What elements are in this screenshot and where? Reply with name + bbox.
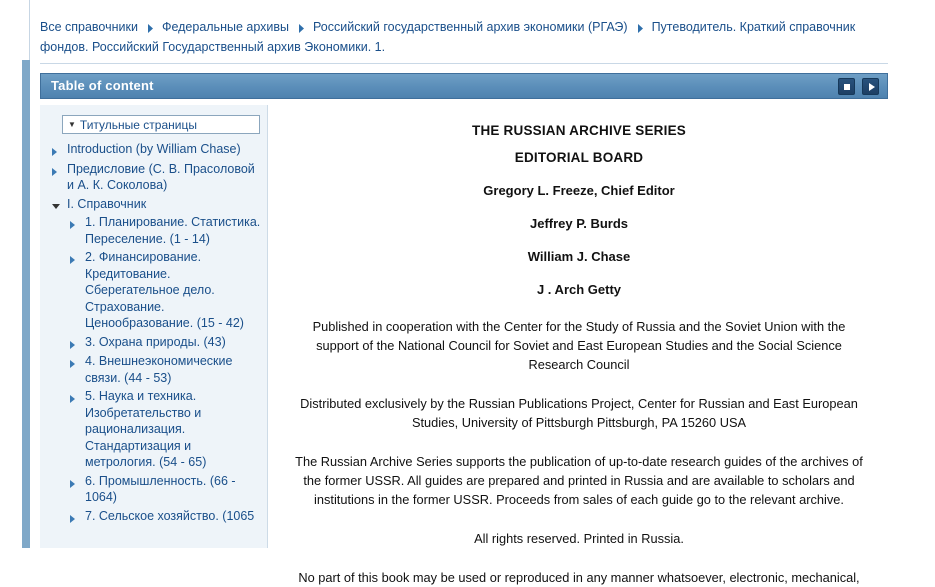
series-title: THE RUSSIAN ARCHIVE SERIES xyxy=(472,123,686,138)
sidebar-item-label: 4. Внешнеэкономические связи. (44 - 53) xyxy=(85,354,233,385)
paragraph-distribution: Distributed exclusively by the Russian Publications Project, Center for Russian and East European Studies, University of Pittsburgh Pittsburgh, PA 15260 USA xyxy=(300,396,858,430)
play-triangle-icon xyxy=(869,83,875,91)
chevron-right-icon xyxy=(70,391,80,406)
toc-sidebar[interactable] xyxy=(40,105,268,548)
chevron-right-icon xyxy=(145,19,155,38)
toc-select-title-pages[interactable] xyxy=(62,115,260,134)
chevron-right-icon xyxy=(70,511,80,526)
editor-chief: Gregory L. Freeze, Chief Editor xyxy=(483,183,675,198)
sidebar-item-label: Предисловие (С. В. Прасоловой и А. К. Соколова) xyxy=(67,161,255,192)
stop-button[interactable] xyxy=(838,78,855,95)
paragraph-cooperation: Published in cooperation with the Center for the Study of Russia and the Soviet Union with the support of the National Council for Soviet and East European Studies and the Social Science Research Council xyxy=(312,319,846,372)
sidebar-item-label: Introduction (by William Chase) xyxy=(67,142,241,156)
chevron-down-icon xyxy=(52,199,62,212)
table-of-content-header xyxy=(40,73,888,99)
chevron-right-icon xyxy=(70,217,80,232)
sidebar-item-label: 3. Охрана природы. (43) xyxy=(85,334,226,349)
document-content xyxy=(270,105,888,585)
left-rail-accent xyxy=(22,60,30,548)
paragraph-series-support: The Russian Archive Series supports the publication of up-to-date research guides of the archives of the former USSR. All guides are prepared and printed in Russia and are available to scholars and institutions in the former USSR. Proceeds from sales of each guide go to the relevant archive. xyxy=(295,454,863,507)
sidebar-item-label: 5. Наука и техника. Изобретательство и рационализация. Стандартизация и метрология. (54 - 65) xyxy=(85,389,207,469)
editor-3: J . Arch Getty xyxy=(536,282,622,297)
sidebar-item-section-2[interactable] xyxy=(40,248,267,333)
sidebar-item-introduction[interactable] xyxy=(40,140,267,160)
chevron-down-icon: ▼ xyxy=(68,119,76,129)
sidebar-item-label: I. Справочник xyxy=(67,196,147,211)
chevron-right-icon xyxy=(70,337,80,352)
breadcrumb xyxy=(40,18,888,64)
editor-2: William J. Chase xyxy=(527,249,631,264)
breadcrumb-item-1[interactable]: Федеральные архивы xyxy=(161,20,290,34)
toc-list xyxy=(40,140,267,526)
sidebar-item-label: 1. Планирование. Статистика. Переселение. (1 - 14) xyxy=(85,215,261,246)
chevron-right-icon xyxy=(70,476,80,491)
chevron-right-icon xyxy=(52,164,62,179)
sidebar-item-label: 2. Финансирование. Кредитование. Сберегательное дело. Страхование. Ценообразование. (15 - 42) xyxy=(85,250,244,330)
editor-1: Jeffrey P. Burds xyxy=(529,216,629,231)
paragraph-rights: All rights reserved. Printed in Russia. xyxy=(474,531,684,546)
chevron-right-icon xyxy=(52,144,62,159)
sidebar-item-label: 6. Промышленность. (66 - 1064) xyxy=(85,473,236,504)
sidebar-item-section-7[interactable] xyxy=(40,507,267,527)
sidebar-item-section-6[interactable] xyxy=(40,472,267,507)
breadcrumb-item-3[interactable]: Путеводитель. Краткий справочник фондов. Российский Государственный архив Экономики. 1. xyxy=(40,20,856,54)
chevron-right-icon xyxy=(297,19,307,38)
sidebar-item-section-5[interactable] xyxy=(40,387,267,472)
breadcrumb-item-0[interactable]: Все справочники xyxy=(40,20,138,34)
breadcrumb-item-2[interactable]: Российский государственный архив экономики (РГАЭ) xyxy=(312,20,628,34)
toc-title: Table of content xyxy=(51,78,154,93)
next-button[interactable] xyxy=(862,78,879,95)
stop-square-icon xyxy=(844,84,850,90)
sidebar-item-section-1[interactable] xyxy=(40,213,267,248)
chevron-right-icon xyxy=(70,356,80,371)
sidebar-item-label: 7. Сельское хозяйство. (1065 xyxy=(85,508,255,523)
sidebar-item-section-4[interactable] xyxy=(40,352,267,387)
editorial-board-title: EDITORIAL BOARD xyxy=(514,150,644,165)
toc-select-label: Титульные страницы xyxy=(79,117,197,132)
paragraph-reproduction: No part of this book may be used or reproduced in any manner whatsoever, electronic, mechanical, xyxy=(298,570,860,585)
chevron-right-icon xyxy=(70,252,80,267)
sidebar-item-spravochnik[interactable] xyxy=(40,195,267,214)
sidebar-item-section-3[interactable] xyxy=(40,333,267,353)
sidebar-item-preface[interactable] xyxy=(40,160,267,195)
chevron-right-icon xyxy=(635,19,645,38)
